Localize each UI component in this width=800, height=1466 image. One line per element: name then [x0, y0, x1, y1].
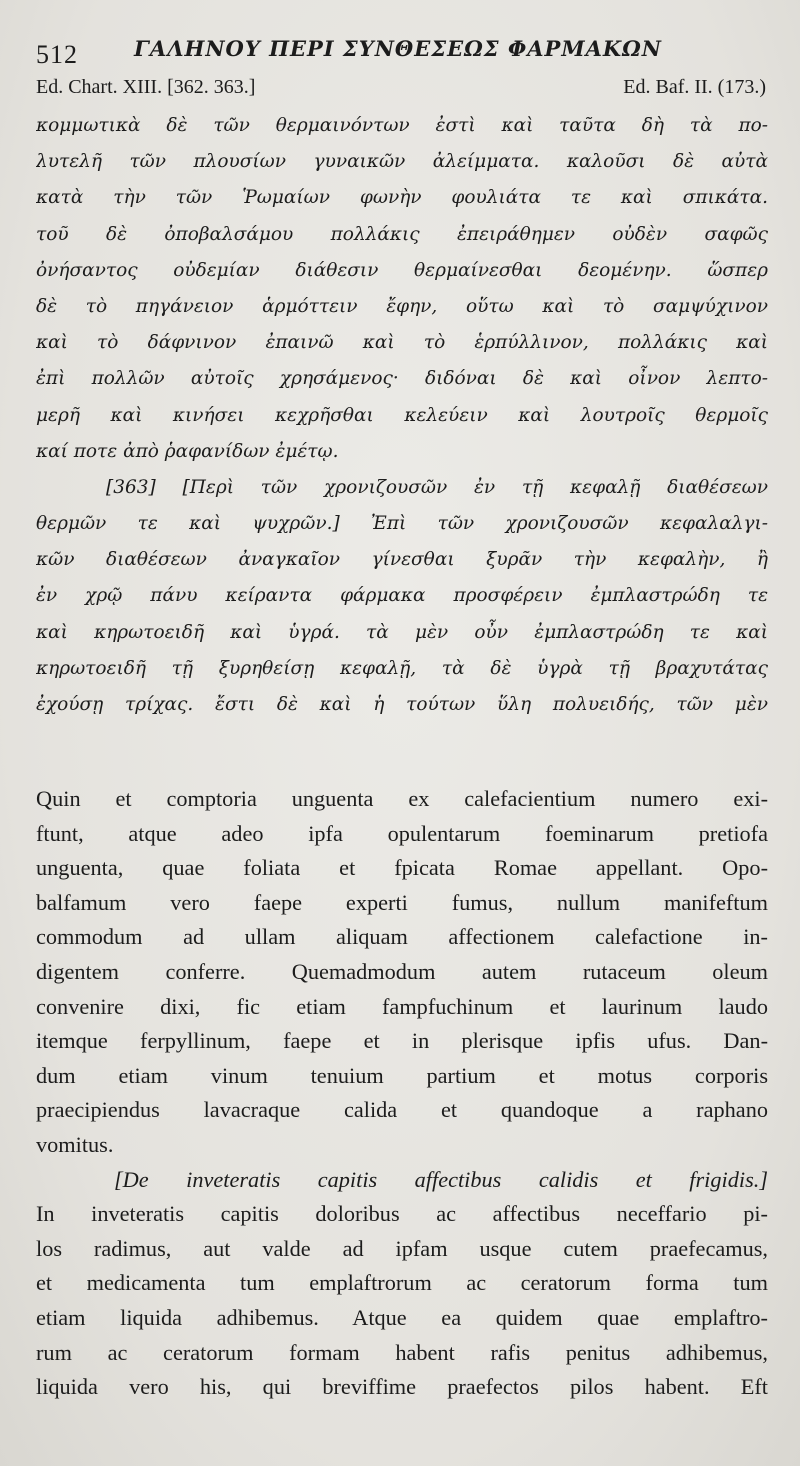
- latin-text-line: balfamum vero faepe experti fumus, nullum manifeftum: [36, 889, 768, 915]
- latin-text-line: etiam liquida adhibemus. Atque ea quidem quae emplaftro-: [36, 1304, 768, 1330]
- edition-reference-right: Ed. Baf. II. (173.): [623, 76, 766, 98]
- latin-text-line: itemque ferpyllinum, faepe et in plerisque ipfis ufus. Dan-: [36, 1028, 768, 1054]
- latin-text-line: In inveteratis capitis doloribus ac affectibus neceffario pi-: [36, 1201, 768, 1227]
- greek-text-line: θερμῶν τε καὶ ψυχρῶν.] Ἐπὶ τῶν χρονιζουσῶν κεφαλαλγι-: [36, 513, 768, 535]
- latin-text-line: digentem conferre. Quemadmodum autem rutaceum oleum: [36, 958, 768, 984]
- page-number: 512: [36, 40, 78, 69]
- latin-text-line: liquida vero his, qui breviffime praefectos pilos habent. Eft: [36, 1374, 768, 1400]
- latin-text-line: rum ac ceratorum formam habent rafis penitus adhibemus,: [36, 1339, 768, 1365]
- latin-text-line: praecipiendus lavacraque calida et quandoque a raphano: [36, 1097, 768, 1123]
- page-header: [36, 36, 776, 76]
- greek-text-line: λυτελῆ τῶν πλουσίων γυναικῶν ἀλείμματα. καλοῦσι δὲ αὐτὰ: [36, 151, 768, 173]
- latin-text-line: commodum ad ullam aliquam affectionem calefactione in-: [36, 924, 768, 950]
- running-title: ΓΑΛΗΝΟΥ ΠΕΡΙ ΣΥΝΘΕΣΕΩΣ ΦΑΡΜΑΚΩΝ: [134, 36, 662, 61]
- greek-text-line: καὶ κηρωτοειδῆ καὶ ὑγρά. τὰ μὲν οὖν ἐμπλαστρώδη τε καὶ: [36, 621, 768, 643]
- latin-text-line: convenire dixi, fic etiam fampfuchinum et laurinum laudo: [36, 993, 768, 1019]
- latin-section-heading-text: [De inveteratis capitis affectibus calidis et frigidis.]: [114, 1166, 768, 1192]
- latin-text-line: et medicamenta tum emplaftrorum ac ceratorum forma tum: [36, 1270, 768, 1296]
- greek-text-line: ἐχούσῃ τρίχας. ἔστι δὲ καὶ ἡ τούτων ὕλη πολυειδής, τῶν μὲν: [36, 694, 768, 715]
- greek-text-line: δὲ τὸ πηγάνειον ἁρμόττειν ἔφην, οὕτω καὶ τὸ σαμψύχινον: [36, 295, 768, 317]
- latin-text-line: dum etiam vinum tenuium partium et motus corporis: [36, 1062, 768, 1088]
- greek-text-line: κομμωτικὰ δὲ τῶν θερμαινόντων ἐστὶ καὶ ταῦτα δὴ τὰ πο-: [36, 115, 768, 136]
- greek-text-line: κῶν διαθέσεων ἀναγκαῖον γίνεσθαι ξυρᾶν τὴν κεφαλὴν, ἢ: [36, 549, 768, 571]
- latin-section-heading: [36, 1163, 768, 1198]
- latin-text-line: los radimus, aut valde ad ipfam usque cutem praefecamus,: [36, 1235, 768, 1261]
- latin-text-line: Quin et comptoria unguenta ex calefacientium numero exi-: [36, 786, 768, 811]
- latin-text-line: unguenta, quae foliata et fpicata Romae appellant. Opo-: [36, 855, 768, 881]
- greek-text-line: ἐπὶ πολλῶν αὐτοῖς χρησάμενος· διδόναι δὲ καὶ οἶνον λεπτο-: [36, 368, 768, 390]
- edition-reference-left: Ed. Chart. XIII. [362. 363.]: [36, 76, 256, 98]
- greek-text-line: κηρωτοειδῆ τῇ ξυρηθείσῃ κεφαλῇ, τὰ δὲ ὑγρὰ τῇ βραχυτάτας: [36, 657, 768, 679]
- greek-text-line: μερῆ καὶ κινήσει κεχρῆσθαι κελεύειν καὶ λουτροῖς θερμοῖς: [36, 404, 768, 426]
- greek-text-line: κατὰ τὴν τῶν Ῥωμαίων φωνὴν φουλιάτα τε καὶ σπικάτα.: [36, 187, 768, 209]
- greek-text-line: ἐν χρῷ πάνυ κείραντα φάρμακα προσφέρειν ἐμπλαστρώδη τε: [36, 585, 768, 607]
- greek-text-block: [36, 108, 768, 723]
- latin-text-block: [36, 782, 768, 1405]
- greek-text-line: καὶ τὸ δάφνινον ἐπαινῶ καὶ τὸ ἑρπύλλινον, πολλάκις καὶ: [36, 332, 768, 354]
- greek-text-line: ὀνήσαντος οὐδεμίαν διάθεσιν θερμαίνεσθαι δεομένην. ὥσπερ: [36, 259, 768, 281]
- greek-section-heading-line: [363] [Περὶ τῶν χρονιζουσῶν ἐν τῇ κεφαλῇ διαθέσεων: [106, 476, 768, 498]
- latin-text-line: vomitus.: [36, 1131, 114, 1157]
- greek-text-line: καί ποτε ἀπὸ ῥαφανίδων ἐμέτῳ.: [36, 440, 339, 462]
- latin-text-line: ftunt, atque adeo ipfa opulentarum foeminarum pretiofa: [36, 820, 768, 846]
- greek-text-line: τοῦ δὲ ὀποβαλσάμου πολλάκις ἐπειράθημεν οὐδὲν σαφῶς: [36, 223, 768, 245]
